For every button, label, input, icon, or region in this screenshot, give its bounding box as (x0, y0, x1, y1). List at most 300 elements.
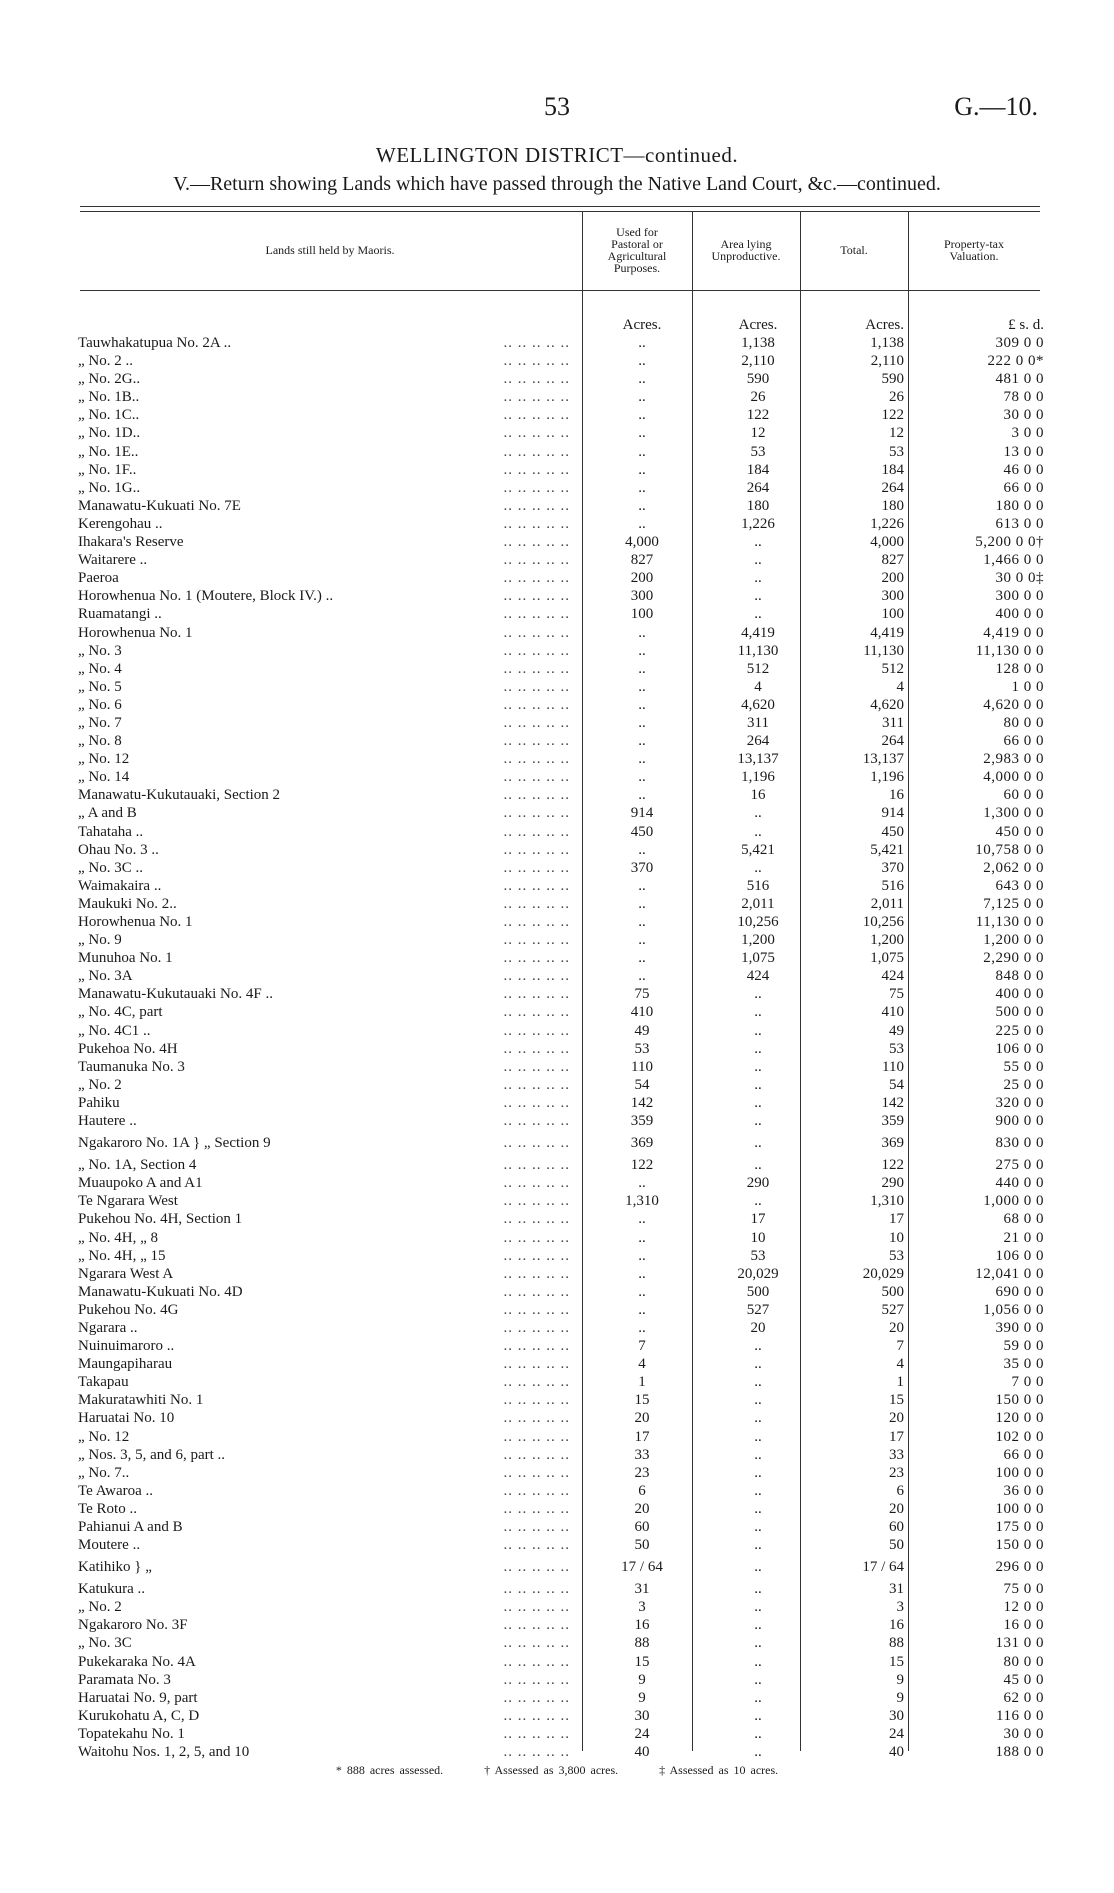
valuation: 30 0 0 (1003, 1725, 1044, 1742)
valuation: 75 0 0 (1003, 1581, 1044, 1598)
valuation: 80 0 0 (1003, 714, 1044, 731)
unproductive-acres: .. (754, 1338, 762, 1355)
leader-dots: .. .. .. .. .. (503, 479, 570, 496)
land-name: Nuinuimaroro .. (78, 1338, 175, 1355)
unproductive-acres: .. (754, 1022, 762, 1039)
total-acres: 100 (881, 606, 904, 623)
unproductive-acres: .. (754, 1374, 762, 1391)
header-lands: Lands still held by Maoris. (265, 243, 395, 257)
total-acres: 17 (889, 1211, 904, 1228)
header-valuation: Property-tax Valuation. (944, 237, 1004, 263)
leader-dots: .. .. .. .. .. (503, 1319, 570, 1336)
valuation: 1,200 0 0 (983, 932, 1044, 949)
unit-unproductive: Acres. (738, 317, 778, 333)
unproductive-acres: 1,075 (741, 950, 775, 967)
pastoral-acres: 410 (630, 1004, 654, 1021)
table-row (0, 786, 1114, 804)
land-name: Tauwhakatupua No. 2A .. (78, 335, 232, 351)
land-name: „ No. 4C, part (78, 1004, 163, 1021)
leader-dots: .. .. .. .. .. (503, 733, 570, 750)
unproductive-acres: .. (754, 1635, 762, 1652)
total-acres: 26 (889, 389, 904, 406)
leader-dots: .. .. .. .. .. (503, 1559, 570, 1576)
leader-dots: .. .. .. .. .. (503, 461, 570, 478)
pastoral-acres: 450 (630, 823, 654, 840)
pastoral-acres: .. (638, 1229, 646, 1246)
leader-dots: .. .. .. .. .. (503, 1653, 570, 1670)
land-name: Pahiku (78, 1094, 120, 1111)
pastoral-acres: .. (638, 932, 646, 949)
pastoral-acres: .. (638, 1265, 646, 1282)
table-row (0, 1464, 1114, 1482)
table-row (0, 1229, 1114, 1247)
pastoral-acres: 3 (638, 1599, 646, 1616)
pastoral-acres: .. (638, 353, 646, 370)
valuation: 1,466 0 0 (983, 552, 1044, 569)
unit-valuation: £ s. d. (1008, 317, 1044, 333)
land-name: „ No. 3C (78, 1635, 132, 1652)
land-name: Ngakaroro No. 3F (78, 1617, 188, 1634)
pastoral-acres: .. (638, 1319, 646, 1336)
total-acres: 450 (881, 823, 904, 840)
table-row (0, 1634, 1114, 1652)
valuation: 440 0 0 (995, 1175, 1044, 1192)
leader-dots: .. .. .. .. .. (503, 1635, 570, 1652)
pastoral-acres: 369 (630, 1135, 654, 1152)
total-acres: 20 (889, 1500, 904, 1517)
unproductive-acres: .. (754, 1004, 762, 1021)
valuation: 2,290 0 0 (983, 950, 1044, 967)
total-acres: 424 (881, 968, 904, 985)
total-acres: 311 (882, 714, 904, 731)
valuation: 100 0 0 (995, 1500, 1044, 1517)
leader-dots: .. .. .. .. .. (503, 841, 570, 858)
pastoral-acres: 1 (638, 1374, 646, 1391)
total-acres: 1,075 (870, 950, 904, 967)
table-row (0, 804, 1114, 822)
valuation: 296 0 0 (995, 1559, 1044, 1576)
total-acres: 4 (896, 1356, 904, 1373)
total-acres: 142 (881, 1094, 904, 1111)
unproductive-acres: .. (754, 1689, 762, 1706)
unproductive-acres: .. (754, 534, 762, 551)
leader-dots: .. .. .. .. .. (503, 1113, 570, 1130)
table-row (0, 1156, 1114, 1174)
leader-dots: .. .. .. .. .. (503, 1175, 570, 1192)
total-acres: 184 (881, 461, 904, 478)
leader-dots: .. .. .. .. .. (503, 389, 570, 406)
leader-dots: .. .. .. .. .. (503, 1374, 570, 1391)
unproductive-acres: 4,620 (741, 696, 775, 713)
land-name: Ruamatangi .. (78, 606, 162, 623)
pastoral-acres: 6 (638, 1482, 646, 1499)
land-name: „ No. 8 (78, 733, 122, 750)
pastoral-acres: .. (638, 914, 646, 930)
valuation: 59 0 0 (1003, 1338, 1044, 1355)
unproductive-acres: .. (754, 805, 762, 822)
land-name: Kerengohau .. (78, 515, 163, 532)
total-acres: 9 (896, 1689, 904, 1706)
leader-dots: .. .. .. .. .. (503, 1671, 570, 1688)
leader-dots: .. .. .. .. .. (503, 534, 570, 551)
land-name: Katukura .. (78, 1581, 146, 1598)
total-acres: 12 (889, 425, 904, 442)
leader-dots: .. .. .. .. .. (503, 660, 570, 677)
leader-dots: .. .. .. .. .. (503, 1599, 570, 1616)
valuation: 60 0 0 (1003, 787, 1044, 804)
valuation: 320 0 0 (995, 1094, 1044, 1111)
unproductive-acres: .. (754, 1464, 762, 1481)
pastoral-acres: 370 (630, 859, 654, 876)
pastoral-acres: .. (638, 733, 646, 750)
table-row (0, 1301, 1114, 1319)
total-acres: 40 (889, 1744, 904, 1761)
valuation: 613 0 0 (995, 515, 1044, 532)
table-row (0, 1112, 1114, 1130)
pastoral-acres: 60 (634, 1519, 650, 1535)
leader-dots: .. .. .. .. .. (503, 1157, 570, 1174)
total-acres: 50 (889, 1537, 904, 1554)
land-name: „ No. 12 (78, 1428, 130, 1445)
table-row (0, 1536, 1114, 1554)
pastoral-acres: 24 (634, 1725, 650, 1742)
unproductive-acres: .. (754, 570, 762, 587)
leader-dots: .. .. .. .. .. (503, 1689, 570, 1706)
valuation: 150 0 0 (995, 1392, 1044, 1409)
leader-dots: .. .. .. .. .. (503, 1537, 570, 1554)
pastoral-acres: .. (638, 787, 646, 804)
pastoral-acres: 1,310 (625, 1193, 659, 1210)
unproductive-acres: 264 (746, 733, 770, 750)
land-name: „ No. 4H, „ 8 (78, 1229, 158, 1246)
total-acres: 30 (889, 1707, 904, 1724)
land-name: Maungapiharau (78, 1356, 173, 1373)
leader-dots: .. .. .. .. .. (503, 877, 570, 894)
pastoral-acres: .. (638, 624, 646, 641)
pastoral-acres: 827 (630, 552, 654, 569)
leader-dots: .. .. .. .. .. (503, 353, 570, 370)
valuation: 7 0 0 (1011, 1374, 1044, 1391)
table-row (0, 931, 1114, 949)
unproductive-acres: 2,011 (741, 895, 775, 912)
leader-dots: .. .. .. .. .. (503, 588, 570, 605)
leader-dots: .. .. .. .. .. (503, 497, 570, 514)
total-acres: 20 (889, 1319, 904, 1336)
leader-dots: .. .. .. .. .. (503, 443, 570, 460)
table-row (0, 1707, 1114, 1725)
valuation: 36 0 0 (1003, 1482, 1044, 1499)
valuation: 11,130 0 0 (975, 642, 1044, 659)
leader-dots: .. .. .. .. .. (503, 1076, 570, 1093)
table-row (0, 642, 1114, 660)
land-name: Moutere .. (78, 1537, 141, 1554)
pastoral-acres: .. (638, 895, 646, 912)
leader-dots: .. .. .. .. .. (503, 678, 570, 695)
total-acres: 370 (881, 859, 904, 876)
pastoral-acres: .. (638, 714, 646, 731)
unproductive-acres: 424 (746, 968, 770, 985)
total-acres: 17 (889, 1428, 904, 1445)
leader-dots: .. .. .. .. .. (503, 1265, 570, 1282)
total-acres: 15 (889, 1653, 904, 1670)
leader-dots: .. .. .. .. .. (503, 932, 570, 949)
land-name: „ No. 4H, „ 15 (78, 1247, 166, 1264)
pastoral-acres: 100 (630, 606, 654, 623)
valuation: 643 0 0 (995, 877, 1044, 894)
land-name: Waimakaira .. (78, 877, 162, 894)
header-pastoral: Used for Pastoral or Agricultural Purposes. (607, 225, 667, 275)
leader-dots: .. .. .. .. .. (503, 570, 570, 587)
pastoral-acres: 53 (634, 1040, 650, 1057)
table-row (0, 678, 1114, 696)
pastoral-acres: .. (638, 407, 646, 424)
pastoral-acres: .. (638, 841, 646, 858)
leader-dots: .. .. .. .. .. (503, 1392, 570, 1409)
unproductive-acres: .. (754, 1581, 762, 1598)
valuation: 120 0 0 (995, 1410, 1044, 1427)
table-row (0, 1391, 1114, 1409)
leader-dots: .. .. .. .. .. (503, 1247, 570, 1264)
unproductive-acres: .. (754, 1671, 762, 1688)
table-row (0, 859, 1114, 877)
leader-dots: .. .. .. .. .. (503, 1446, 570, 1463)
land-name: Horowhenua No. 1 (78, 624, 193, 641)
land-name: Haruatai No. 9, part (78, 1689, 198, 1706)
land-name: Takapau (78, 1374, 129, 1391)
land-name: „ No. 1E.. (78, 443, 139, 460)
total-acres: 1 (896, 1374, 904, 1391)
table-row (0, 1355, 1114, 1373)
valuation: 128 0 0 (995, 660, 1044, 677)
table-row (0, 515, 1114, 533)
unproductive-acres: .. (754, 1094, 762, 1111)
total-acres: 75 (889, 986, 904, 1003)
unproductive-acres: .. (754, 1519, 762, 1535)
total-acres: 60 (889, 1519, 904, 1535)
unproductive-acres: .. (754, 1617, 762, 1634)
land-name: Paeroa (78, 570, 119, 587)
unit-pastoral: Acres. (622, 317, 662, 333)
land-name: Manawatu-Kukutauaki No. 4F .. (78, 986, 273, 1003)
land-name: Waitohu Nos. 1, 2, 5, and 10 (78, 1744, 250, 1761)
page-reference: G.—10. (954, 92, 1038, 121)
leader-dots: .. .. .. .. .. (503, 696, 570, 713)
table-row (0, 1598, 1114, 1616)
pastoral-acres: .. (638, 950, 646, 967)
land-name: „ No. 1C.. (78, 407, 140, 424)
leader-dots: .. .. .. .. .. (503, 552, 570, 569)
total-acres: 20 (889, 1410, 904, 1427)
land-name: Paramata No. 3 (78, 1671, 171, 1688)
pastoral-acres: 4,000 (625, 534, 659, 551)
unproductive-acres: 1,200 (741, 932, 775, 949)
land-name: Taumanuka No. 3 (78, 1058, 185, 1075)
total-acres: 3 (896, 1599, 904, 1616)
land-name: Haruatai No. 10 (78, 1410, 175, 1427)
pastoral-acres: .. (638, 751, 646, 768)
valuation: 46 0 0 (1003, 461, 1044, 478)
unproductive-acres: .. (754, 859, 762, 876)
table-row (0, 1058, 1114, 1076)
valuation: 55 0 0 (1003, 1058, 1044, 1075)
total-acres: 53 (889, 1040, 904, 1057)
total-acres: 7 (896, 1338, 904, 1355)
unproductive-acres: 4,419 (741, 624, 775, 641)
valuation: 30 0 0‡ (995, 570, 1044, 587)
pastoral-acres: 17 (634, 1428, 650, 1445)
pastoral-acres: 914 (630, 805, 654, 822)
pastoral-acres: .. (638, 642, 646, 659)
total-acres: 410 (881, 1004, 904, 1021)
total-acres: 590 (881, 371, 904, 388)
table-row (0, 352, 1114, 370)
unproductive-acres: 16 (750, 787, 766, 804)
table-row (0, 949, 1114, 967)
total-acres: 5,421 (870, 841, 904, 858)
valuation: 390 0 0 (995, 1319, 1044, 1336)
table-row (0, 823, 1114, 841)
total-acres: 827 (881, 552, 904, 569)
district-heading: WELLINGTON DISTRICT—continued. (375, 143, 739, 167)
unproductive-acres: .. (754, 1193, 762, 1210)
total-acres: 1,226 (870, 515, 904, 532)
table-row (0, 696, 1114, 714)
leader-dots: .. .. .. .. .. (503, 642, 570, 659)
leader-dots: .. .. .. .. .. (503, 624, 570, 641)
land-name: Ihakara's Reserve (78, 534, 184, 551)
valuation: 45 0 0 (1003, 1671, 1044, 1688)
land-name: „ No. 12 (78, 751, 130, 768)
total-acres: 2,110 (870, 353, 904, 370)
total-acres: 10,256 (862, 914, 904, 930)
total-acres: 4,419 (870, 624, 904, 641)
total-acres: 527 (881, 1301, 904, 1318)
unproductive-acres: .. (754, 1559, 762, 1576)
pastoral-acres: .. (638, 461, 646, 478)
land-name: Waitarere .. (78, 552, 148, 569)
total-acres: 2,011 (870, 895, 904, 912)
valuation: 35 0 0 (1003, 1356, 1044, 1373)
pastoral-acres: 9 (638, 1689, 646, 1706)
pastoral-acres: 17 / 64 (621, 1559, 663, 1576)
total-acres: 54 (889, 1076, 904, 1093)
valuation: 16 0 0 (1003, 1617, 1044, 1634)
land-name: Ngarara .. (78, 1319, 138, 1336)
unproductive-acres: 122 (746, 407, 770, 424)
total-acres: 10 (889, 1229, 904, 1246)
land-name: Munuhoa No. 1 (78, 950, 173, 967)
table-row (0, 1409, 1114, 1427)
table-row (0, 768, 1114, 786)
table-row (0, 913, 1114, 931)
pastoral-acres: 9 (638, 1671, 646, 1688)
unproductive-acres: 180 (746, 497, 770, 514)
header-unproductive: Area lying Unproductive. (711, 237, 781, 263)
land-name: Ngarara West A (78, 1265, 174, 1282)
pastoral-acres: 15 (634, 1392, 650, 1409)
total-acres: 53 (889, 443, 904, 460)
table-row (0, 479, 1114, 497)
pastoral-acres: .. (638, 335, 646, 351)
footnote: † Assessed as 3,800 acres. (484, 1763, 619, 1777)
table-row (0, 1130, 1114, 1156)
valuation: 1 0 0 (1011, 678, 1044, 695)
pastoral-acres: .. (638, 696, 646, 713)
table-row (0, 1192, 1114, 1210)
table-top-rule (80, 206, 1040, 207)
valuation: 100 0 0 (995, 1464, 1044, 1481)
leader-dots: .. .. .. .. .. (503, 895, 570, 912)
total-acres: 23 (889, 1464, 904, 1481)
unproductive-acres: .. (754, 1500, 762, 1517)
total-acres: 500 (881, 1283, 904, 1300)
leader-dots: .. .. .. .. .. (503, 1617, 570, 1634)
table-row (0, 1094, 1114, 1112)
table-row (0, 1003, 1114, 1021)
pastoral-acres: 49 (634, 1022, 650, 1039)
valuation: 500 0 0 (995, 1004, 1044, 1021)
land-name: Pahianui A and B (78, 1519, 183, 1535)
pastoral-acres: .. (638, 1247, 646, 1264)
land-name: Maukuki No. 2.. (78, 895, 177, 912)
pastoral-acres: .. (638, 1283, 646, 1300)
pastoral-acres: 7 (638, 1338, 646, 1355)
valuation: 309 0 0 (995, 335, 1044, 351)
total-acres: 20,029 (862, 1265, 904, 1282)
leader-dots: .. .. .. .. .. (503, 968, 570, 985)
land-name: „ No. 4C1 .. (78, 1022, 151, 1039)
table-row (0, 1428, 1114, 1446)
pastoral-acres: .. (638, 660, 646, 677)
pastoral-acres: 16 (634, 1617, 650, 1634)
leader-dots: .. .. .. .. .. (503, 950, 570, 967)
pastoral-acres: .. (638, 968, 646, 985)
land-name: „ No. 3C .. (78, 859, 143, 876)
land-name: „ No. 1F.. (78, 461, 137, 478)
pastoral-acres: 122 (630, 1157, 654, 1174)
leader-dots: .. .. .. .. .. (503, 787, 570, 804)
pastoral-acres: 33 (634, 1446, 650, 1463)
total-acres: 4 (896, 678, 904, 695)
land-name: „ No. 7 (78, 714, 122, 731)
land-name: Pukehou No. 4H, Section 1 (78, 1211, 243, 1228)
pastoral-acres: .. (638, 425, 646, 442)
unproductive-acres: .. (754, 986, 762, 1003)
land-name: Pukehou No. 4G (78, 1301, 179, 1318)
footnote: ‡ Assessed as 10 acres. (659, 1763, 779, 1777)
leader-dots: .. .. .. .. .. (503, 714, 570, 731)
table-row (0, 1482, 1114, 1500)
unproductive-acres: .. (754, 1058, 762, 1075)
table-row (0, 1616, 1114, 1634)
total-acres: 11,130 (863, 642, 904, 659)
valuation: 116 0 0 (996, 1707, 1044, 1724)
table-row (0, 624, 1114, 642)
pastoral-acres: 4 (638, 1356, 646, 1373)
table-row (0, 1689, 1114, 1707)
table-row (0, 660, 1114, 678)
leader-dots: .. .. .. .. .. (503, 407, 570, 424)
valuation: 5,200 0 0† (975, 534, 1044, 551)
leader-dots: .. .. .. .. .. (503, 1410, 570, 1427)
valuation: 3 0 0 (1011, 425, 1044, 442)
valuation: 222 0 0* (987, 353, 1044, 370)
unproductive-acres: 4 (754, 678, 762, 695)
land-name: Manawatu-Kukuati No. 4D (78, 1283, 243, 1300)
valuation: 80 0 0 (1003, 1653, 1044, 1670)
land-name: Muaupoko A and A1 (78, 1175, 203, 1192)
total-acres: 1,196 (870, 769, 904, 786)
